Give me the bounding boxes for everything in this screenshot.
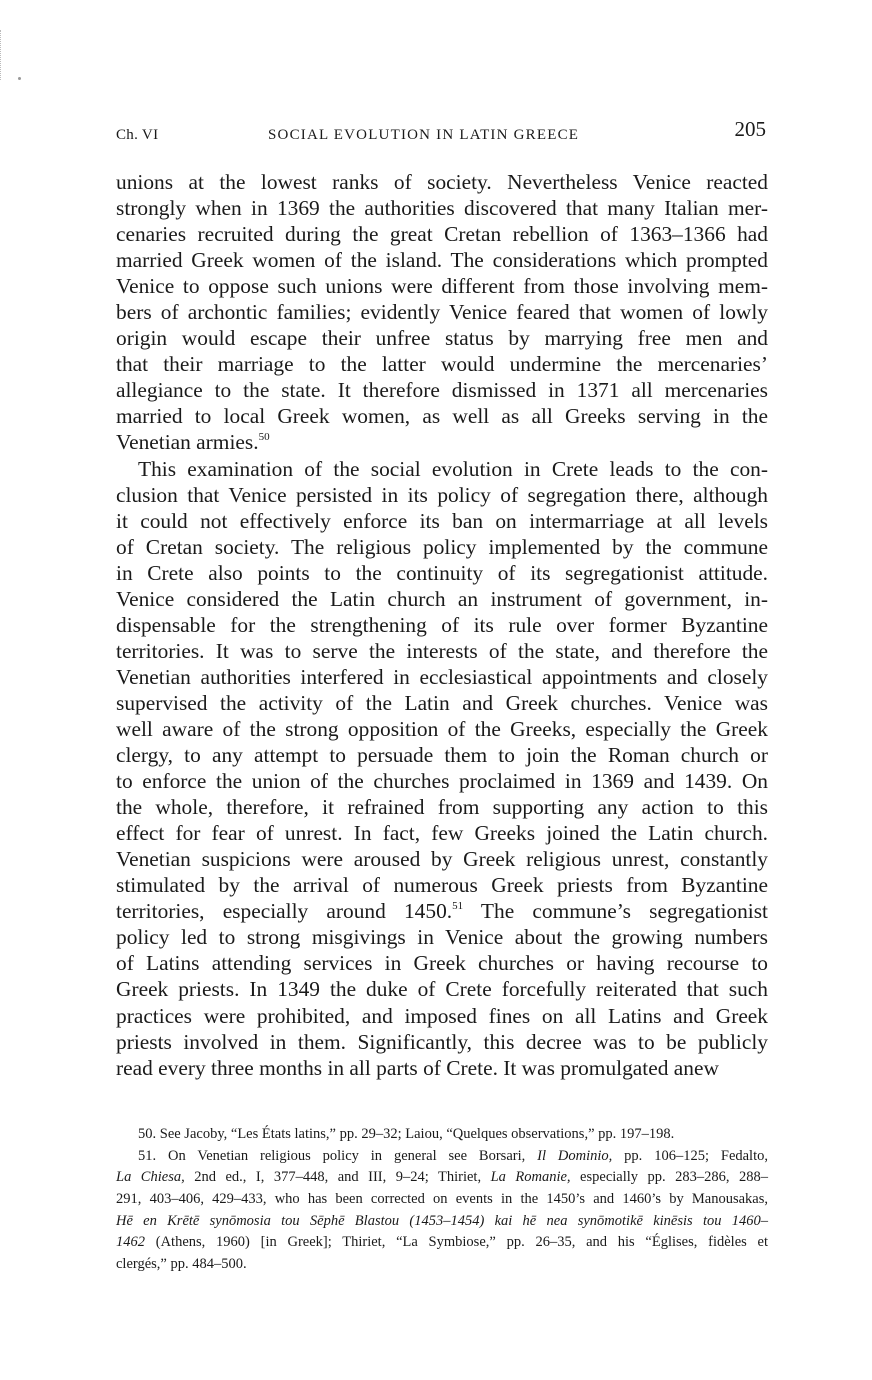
text-line: cenaries recruited during the great Cretan rebellion of 1363–1366 had	[116, 222, 768, 247]
footnote-51-line: clergés,” pp. 484–500.	[116, 1256, 247, 1273]
footnotes	[116, 1124, 768, 1276]
text-line: This examination of the social evolution in Crete leads to the con-	[138, 456, 768, 481]
text-line: that their marriage to the latter would undermine the mercenaries’	[116, 352, 768, 377]
running-title: SOCIAL EVOLUTION IN LATIN GREECE	[268, 127, 580, 143]
text-line: Venice to oppose such unions were different from those involving mem-	[116, 274, 768, 299]
footnote-50: 50. See Jacoby, “Les États latins,” pp. 29–32; Laiou, “Quelques observations,” pp. 197–198.	[138, 1126, 675, 1142]
footnote-51-line: La Chiesa, 2nd ed., I, 377–448, and III, 9–24; Thiriet, La Romanie, especially pp. 283–286, 288–	[116, 1169, 769, 1186]
text-line: Venetian authorities interfered in ecclesiastical appointments and closely	[116, 664, 768, 689]
text-line: Greek priests. In 1349 the duke of Crete forcefully reiterated that such	[116, 977, 768, 1002]
text-line: Venetian armies.$^{50}$	[116, 430, 270, 455]
text-line: clusion that Venice persisted in its policy of segregation there, although	[116, 482, 768, 507]
text-line: strongly when in 1369 the authorities discovered that many Italian mer-	[116, 196, 768, 221]
text-line: to enforce the union of the churches proclaimed in 1369 and 1439. On	[116, 769, 768, 794]
text-line: married to local Greek women, as well as all Greeks serving in the	[116, 404, 768, 429]
text-line: it could not effectively enforce its ban on intermarriage at all levels	[116, 508, 768, 533]
text-line: of Cretan society. The religious policy implemented by the commune	[116, 534, 768, 559]
text-line: dispensable for the strengthening of its rule over former Byzantine	[116, 612, 768, 637]
text-line: of Latins attending services in Greek churches or having recourse to	[116, 951, 768, 976]
running-head	[116, 117, 766, 147]
footnote-ref-51[interactable]: 51	[452, 900, 464, 913]
text-line: allegiance to the state. It therefore dismissed in 1371 all mercenaries	[116, 378, 768, 403]
text-line: effect for fear of unrest. In fact, few Greeks joined the Latin church.	[116, 821, 768, 846]
footnote-51-line: Hē en Krētē synōmosia tou Sēphē Blastou (1453–1454) kai hē nea synōmotikē kinēsis tou 1460–	[116, 1212, 768, 1229]
footnote-51-line: 291, 403–406, 429–433, who has been corrected on events in the 1450’s and 1460’s by Manousakas,	[116, 1191, 768, 1208]
text-line: territories. It was to serve the interests of the state, and therefore the	[116, 638, 768, 663]
footnote-51-line: 51. On Venetian religious policy in general see Borsari, Il Dominio, pp. 106–125; Fedalto,	[138, 1147, 768, 1164]
text-line: well aware of the strong opposition of the Greeks, especially the Greek	[116, 716, 768, 741]
paragraph-2	[116, 456, 768, 1081]
scan-edge-mark	[0, 30, 3, 80]
paragraph-1	[116, 169, 768, 456]
page-number: 205	[734, 117, 766, 141]
text-line: Venice considered the Latin church an instrument of government, in-	[116, 586, 768, 611]
text-line: read every three months in all parts of Crete. It was promulgated anew	[116, 1055, 719, 1080]
text-line: supervised the activity of the Latin and Greek churches. Venice was	[116, 690, 768, 715]
text-line: the whole, therefore, it refrained from supporting any action to this	[116, 795, 768, 820]
main-text	[116, 169, 768, 1081]
scan-speck	[18, 77, 21, 80]
text-line: Venetian suspicions were aroused by Greek religious unrest, constantly	[116, 847, 768, 872]
text-line: priests involved in them. Significantly, this decree was to be publicly	[116, 1029, 768, 1054]
text-line: territories, especially around 1450.51 The commune’s segregationist	[116, 899, 768, 924]
text-line: married Greek women of the island. The considerations which prompted	[116, 248, 768, 273]
text-line: origin would escape their unfree status by marrying free men and	[116, 326, 768, 351]
footnote-ref-50[interactable]: 50	[258, 431, 270, 444]
text-line: practices were prohibited, and imposed fines on all Latins and Greek	[116, 1003, 768, 1028]
text-line: bers of archontic families; evidently Venice feared that women of lowly	[116, 300, 768, 325]
chapter-label: Ch. VI	[116, 127, 159, 143]
text-line: stimulated by the arrival of numerous Greek priests from Byzantine	[116, 873, 768, 898]
text-line: clergy, to any attempt to persuade them to join the Roman church or	[116, 743, 768, 768]
text-line: in Crete also points to the continuity of its segregationist attitude.	[116, 560, 768, 585]
footnote-51-line: 1462 (Athens, 1960) [in Greek]; Thiriet, “La Symbiose,” pp. 26–35, and his “Églises, fidèles et	[116, 1234, 768, 1251]
text-line: policy led to strong misgivings in Venice about the growing numbers	[116, 925, 768, 950]
text-line: unions at the lowest ranks of society. Nevertheless Venice reacted	[116, 170, 768, 194]
